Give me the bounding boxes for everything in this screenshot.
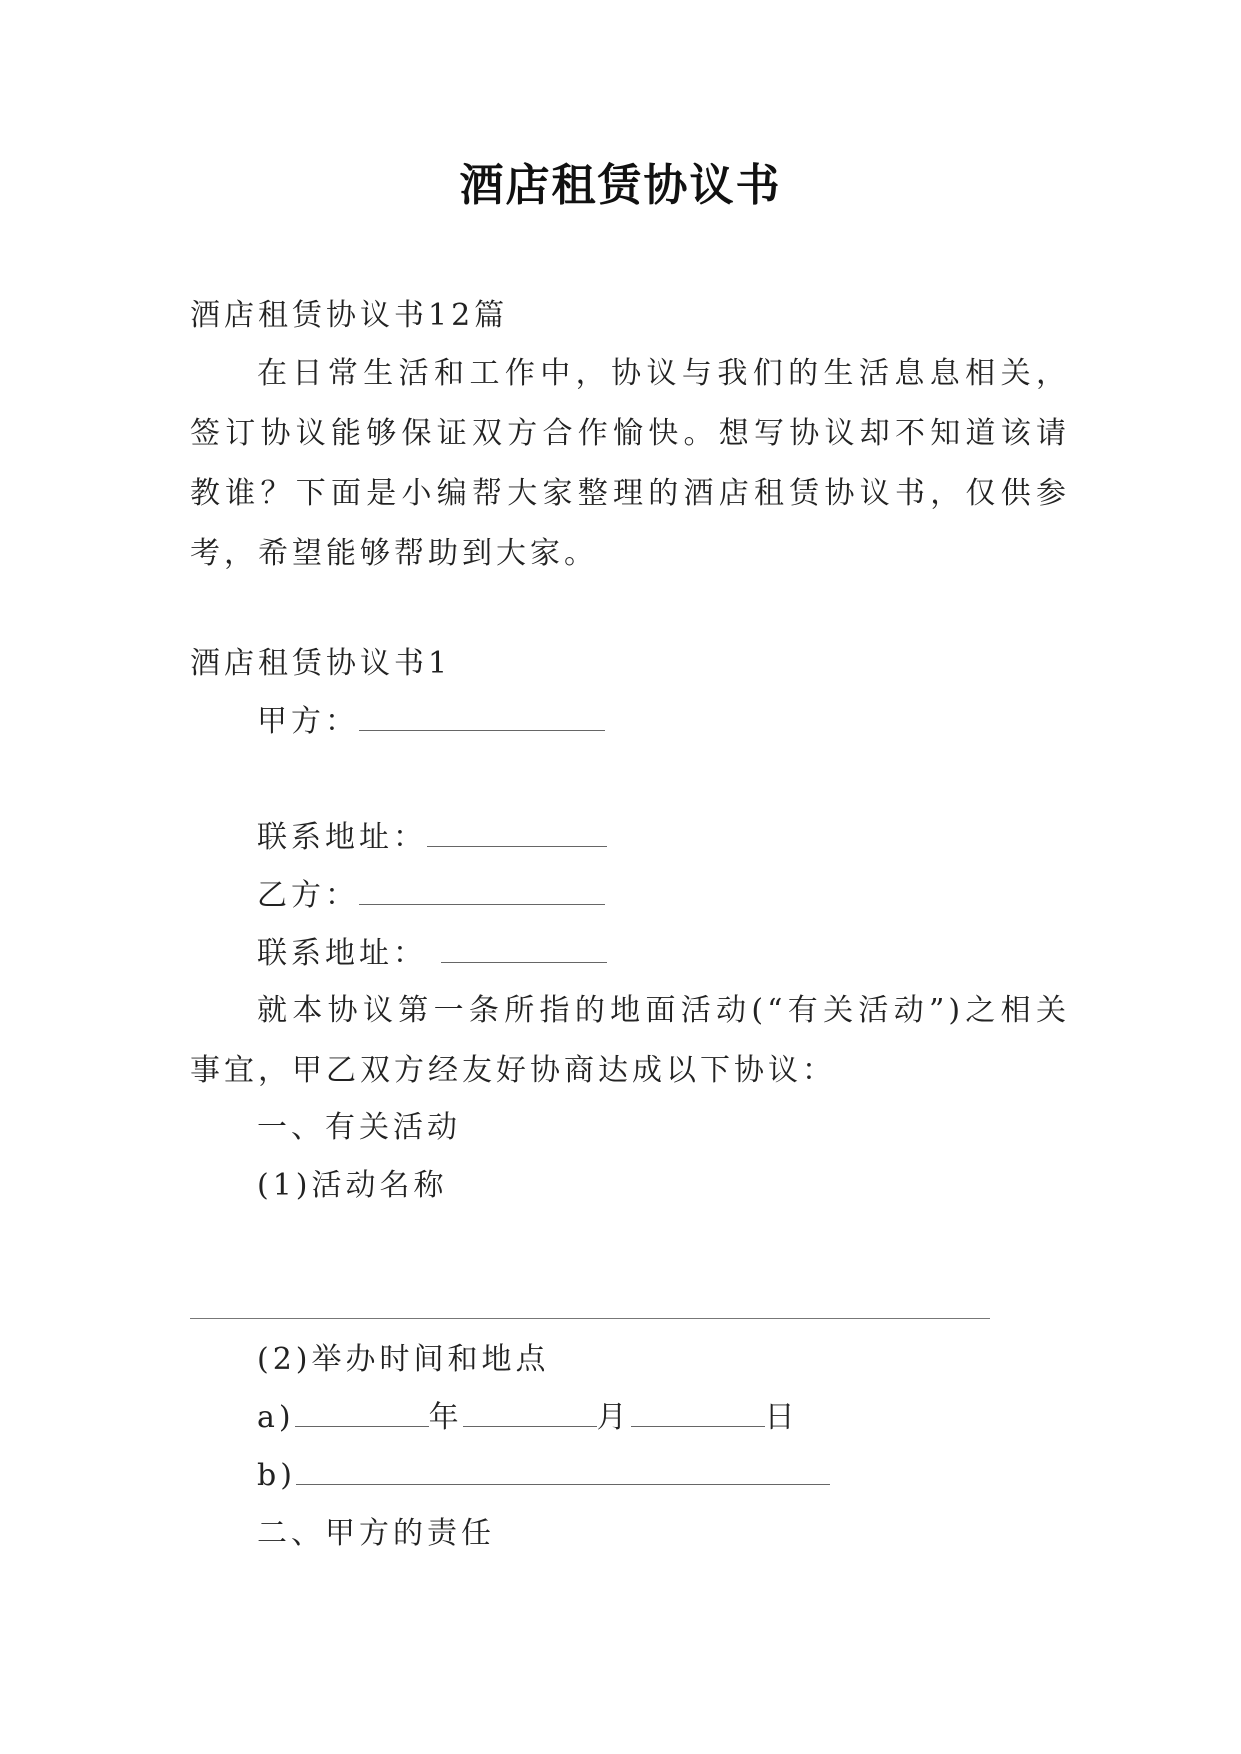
party-a-blank	[359, 702, 605, 731]
date-prefix: a)	[257, 1400, 295, 1435]
party-b-blank	[359, 876, 605, 905]
month-blank	[463, 1398, 597, 1427]
address-line-1	[257, 818, 607, 858]
year-blank	[295, 1398, 429, 1427]
address-line-2	[257, 934, 607, 974]
party-b-label: 乙方：	[257, 878, 359, 913]
preamble-paragraph: 就本协议第一条所指的地面活动(“有关活动”)之相关事宜，甲乙双方经友好协商达成以下协议：	[190, 993, 1070, 1088]
party-b-line	[257, 876, 605, 916]
address-label-1: 联系地址：	[257, 820, 427, 855]
section-heading: 酒店租赁协议书1	[190, 646, 452, 681]
place-prefix: b)	[257, 1458, 296, 1493]
date-line	[257, 1398, 799, 1438]
day-blank	[631, 1398, 765, 1427]
activity-name-rule	[190, 1318, 990, 1319]
address-blank-1	[427, 818, 607, 847]
month-label: 月	[596, 1400, 631, 1435]
clause-1-item-1: (1)活动名称	[257, 1168, 448, 1203]
day-label: 日	[764, 1400, 799, 1435]
clause-1-heading: 一、有关活动	[257, 1110, 461, 1145]
document-title: 酒店租赁协议书	[459, 160, 782, 211]
year-label: 年	[428, 1400, 463, 1435]
clause-2-heading: 二、甲方的责任	[257, 1516, 495, 1551]
document-subtitle: 酒店租赁协议书12篇	[190, 298, 509, 333]
intro-paragraph: 在日常生活和工作中，协议与我们的生活息息相关，签订协议能够保证双方合作愉快。想写协议却不知道该请教谁？下面是小编帮大家整理的酒店租赁协议书，仅供参考，希望能够帮助到大家。	[190, 356, 1070, 571]
party-a-label: 甲方：	[257, 704, 359, 739]
place-blank	[296, 1456, 830, 1485]
place-line	[257, 1456, 830, 1496]
address-label-2: 联系地址：	[257, 936, 427, 971]
address-blank-2	[441, 934, 607, 963]
clause-1-item-2: (2)举办时间和地点	[257, 1342, 550, 1377]
party-a-line	[257, 702, 605, 742]
